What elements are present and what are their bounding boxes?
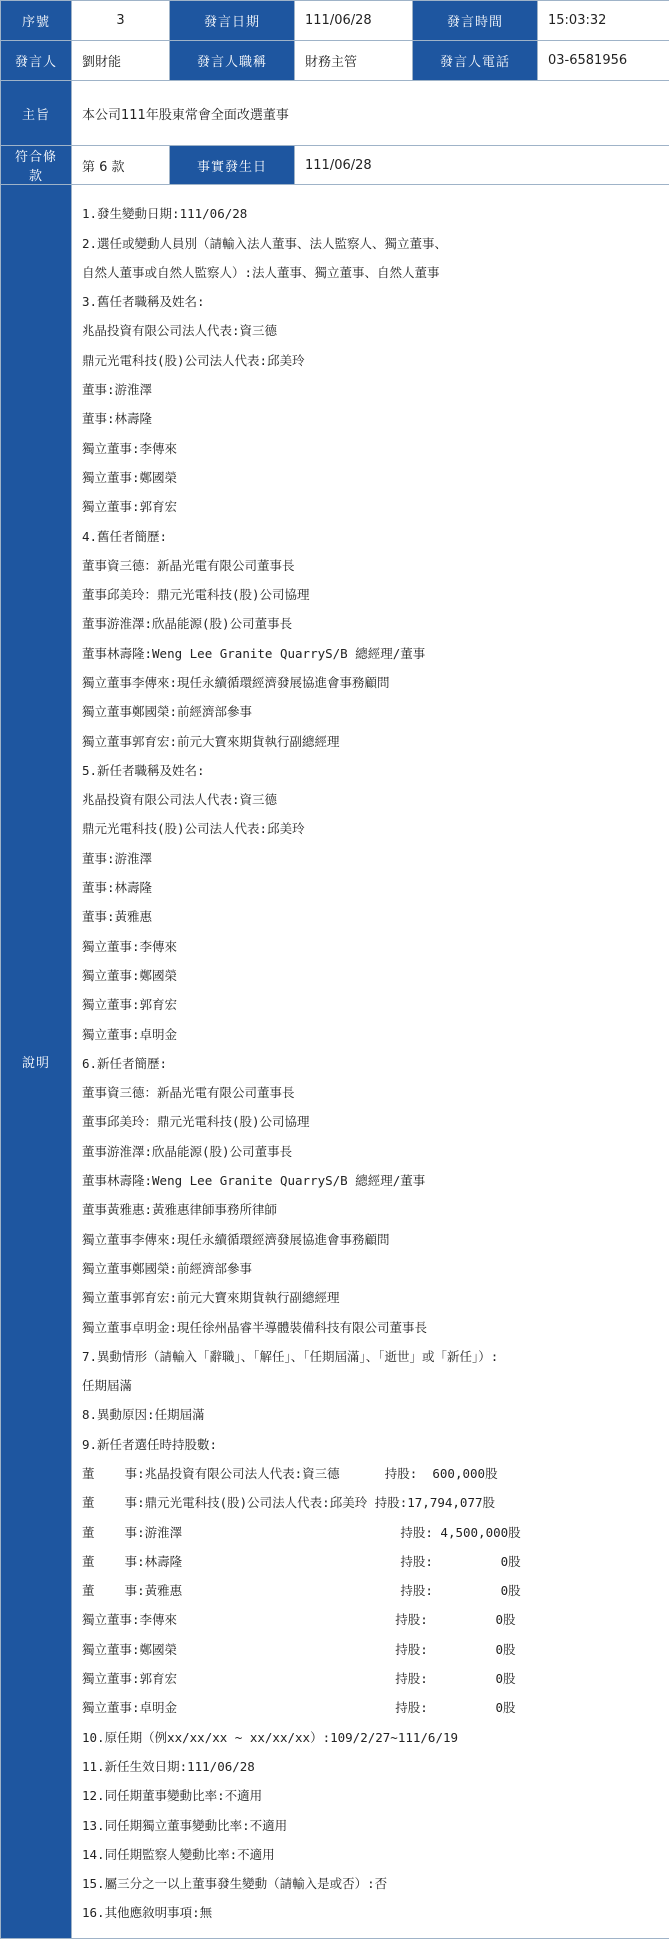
description-line: 董 事:鼎元光電科技(股)公司法人代表:邱美玲 持股:17,794,077股 [82, 1488, 659, 1517]
description-line: 獨立董事:郭育宏 持股: 0股 [82, 1664, 659, 1693]
description-line: 鼎元光電科技(股)公司法人代表:邱美玲 [82, 346, 659, 375]
description-line: 董事黃雅惠:黃雅惠律師事務所律師 [82, 1195, 659, 1224]
description-line: 13.同任期獨立董事變動比率:不適用 [82, 1811, 659, 1840]
description-line: 獨立董事卓明金:現任徐州晶睿半導體裝備科技有限公司董事長 [82, 1313, 659, 1342]
time-value: 15:03:32 [538, 1, 669, 41]
description-label: 說明 [1, 185, 72, 1939]
seq-value: 3 [72, 1, 170, 41]
description-line: 任期屆滿 [82, 1371, 659, 1400]
date-label: 發言日期 [170, 1, 295, 41]
description-line: 獨立董事:鄭國榮 [82, 961, 659, 990]
description-line: 獨立董事:卓明金 [82, 1020, 659, 1049]
description-line: 董事:林壽隆 [82, 873, 659, 902]
row-meta-2 [1, 41, 669, 81]
description-line: 獨立董事李傳來:現任永續循環經濟發展協進會事務顧問 [82, 1225, 659, 1254]
description-line: 獨立董事鄭國榮:前經濟部參事 [82, 1254, 659, 1283]
description-line: 11.新任生效日期:111/06/28 [82, 1752, 659, 1781]
speaker-value: 劉財能 [72, 41, 170, 81]
description-line: 董事邱美玲：鼎元光電科技(股)公司協理 [82, 1107, 659, 1136]
event-date-value: 111/06/28 [295, 146, 669, 185]
description-line: 獨立董事:鄭國榮 [82, 463, 659, 492]
description-line: 8.異動原因:任期屆滿 [82, 1400, 659, 1429]
description-line: 董事資三德：新晶光電有限公司董事長 [82, 551, 659, 580]
row-article [1, 146, 669, 185]
speaker-title-value: 財務主管 [295, 41, 413, 81]
description-line: 獨立董事鄭國榮:前經濟部參事 [82, 697, 659, 726]
row-subject [1, 81, 669, 146]
description-line: 董事游淮澤:欣晶能源(股)公司董事長 [82, 609, 659, 638]
description-line: 獨立董事:李傳來 持股: 0股 [82, 1605, 659, 1634]
row-meta-1 [1, 1, 669, 41]
description-line: 獨立董事:卓明金 持股: 0股 [82, 1693, 659, 1722]
description-line: 董事林壽隆:Weng Lee Granite QuarryS/B 總經理/董事 [82, 1166, 659, 1195]
description-line: 董事:游淮澤 [82, 375, 659, 404]
description-line: 董事資三德：新晶光電有限公司董事長 [82, 1078, 659, 1107]
description-line: 7.異動情形（請輸入「辭職」、「解任」、「任期屆滿」、「逝世」或「新任」）: [82, 1342, 659, 1371]
description-line: 兆晶投資有限公司法人代表:資三德 [82, 785, 659, 814]
description-line: 10.原任期（例xx/xx/xx ~ xx/xx/xx）:109/2/27~111/6/19 [82, 1723, 659, 1752]
description-line: 鼎元光電科技(股)公司法人代表:邱美玲 [82, 814, 659, 843]
description-line: 4.舊任者簡歷: [82, 522, 659, 551]
article-value: 第 6 款 [72, 146, 170, 185]
description-line: 獨立董事李傳來:現任永續循環經濟發展協進會事務顧問 [82, 668, 659, 697]
description-line: 5.新任者職稱及姓名: [82, 756, 659, 785]
description-line: 16.其他應敘明事項:無 [82, 1898, 659, 1927]
description-line: 1.發生變動日期:111/06/28 [82, 199, 659, 228]
date-value: 111/06/28 [295, 1, 413, 41]
description-line: 董 事:林壽隆 持股: 0股 [82, 1547, 659, 1576]
subject-label: 主旨 [1, 81, 72, 146]
description-line: 董事:游淮澤 [82, 844, 659, 873]
row-description [1, 185, 669, 1939]
description-line: 董事林壽隆:Weng Lee Granite QuarryS/B 總經理/董事 [82, 639, 659, 668]
description-line: 獨立董事:郭育宏 [82, 492, 659, 521]
description-line: 獨立董事:鄭國榮 持股: 0股 [82, 1635, 659, 1664]
description-line: 兆晶投資有限公司法人代表:資三德 [82, 316, 659, 345]
speaker-label: 發言人 [1, 41, 72, 81]
description-line: 15.屬三分之一以上董事發生變動（請輸入是或否）:否 [82, 1869, 659, 1898]
description-lines [82, 195, 659, 1928]
description-line: 獨立董事:李傳來 [82, 932, 659, 961]
time-label: 發言時間 [413, 1, 538, 41]
phone-label: 發言人電話 [413, 41, 538, 81]
description-line: 12.同任期董事變動比率:不適用 [82, 1781, 659, 1810]
description-line: 董 事:兆晶投資有限公司法人代表:資三德 持股: 600,000股 [82, 1459, 659, 1488]
speaker-title-label: 發言人職稱 [170, 41, 295, 81]
description-line: 6.新任者簡歷: [82, 1049, 659, 1078]
description-line: 獨立董事:李傳來 [82, 434, 659, 463]
phone-value: 03-6581956 [538, 41, 669, 81]
description-body [72, 185, 669, 1939]
description-line: 2.選任或變動人員別（請輸入法人董事、法人監察人、獨立董事、 [82, 229, 659, 258]
description-line: 董事游淮澤:欣晶能源(股)公司董事長 [82, 1137, 659, 1166]
seq-label: 序號 [1, 1, 72, 41]
event-date-label: 事實發生日 [170, 146, 295, 185]
description-line: 董事邱美玲：鼎元光電科技(股)公司協理 [82, 580, 659, 609]
description-line: 獨立董事:郭育宏 [82, 990, 659, 1019]
subject-value: 本公司111年股東常會全面改選董事 [72, 81, 669, 146]
description-line: 獨立董事郭育宏:前元大寶來期貨執行副總經理 [82, 727, 659, 756]
description-line: 董 事:游淮澤 持股: 4,500,000股 [82, 1518, 659, 1547]
description-line: 董事:林壽隆 [82, 404, 659, 433]
description-line: 9.新任者選任時持股數: [82, 1430, 659, 1459]
description-line: 14.同任期監察人變動比率:不適用 [82, 1840, 659, 1869]
description-line: 獨立董事郭育宏:前元大寶來期貨執行副總經理 [82, 1283, 659, 1312]
description-line: 3.舊任者職稱及姓名: [82, 287, 659, 316]
article-label: 符合條款 [1, 146, 72, 185]
description-line: 董事:黃雅惠 [82, 902, 659, 931]
description-line: 自然人董事或自然人監察人）:法人董事、獨立董事、自然人董事 [82, 258, 659, 287]
description-line: 董 事:黃雅惠 持股: 0股 [82, 1576, 659, 1605]
